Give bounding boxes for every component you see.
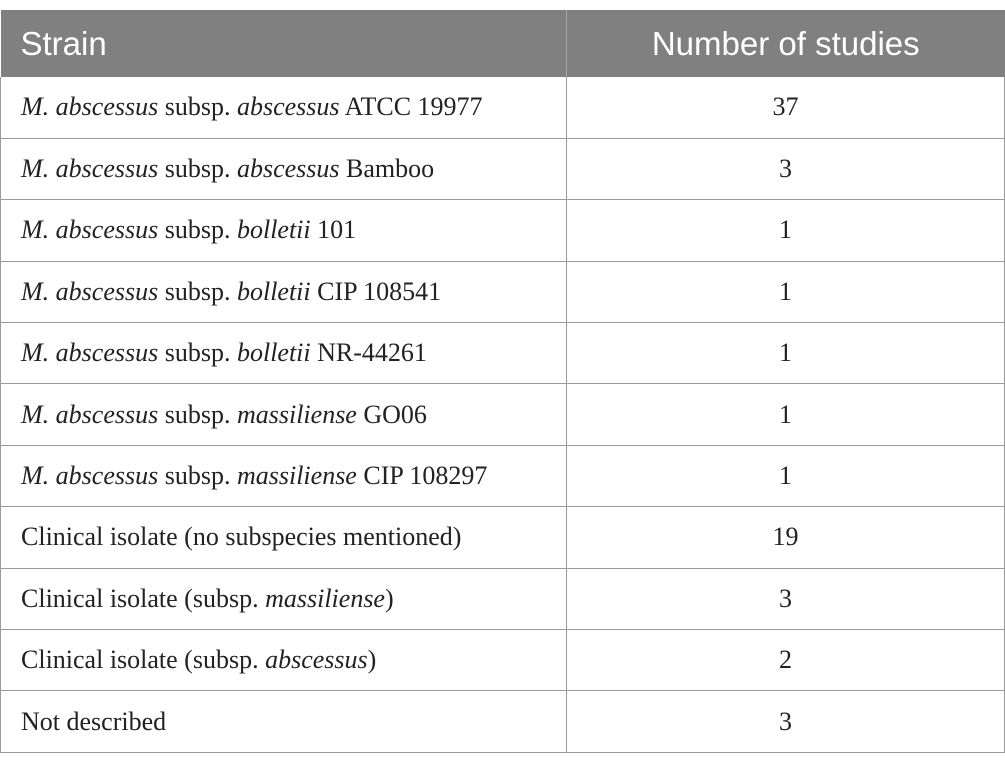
study-count-cell: 3 — [567, 691, 1005, 752]
strain-text-segment: CIP 108541 — [310, 276, 442, 306]
strain-cell — [1, 691, 567, 752]
strain-cell — [1, 507, 567, 568]
strain-cell — [1, 261, 567, 322]
strain-italic-segment: M. abscessus — [21, 215, 159, 245]
strain-italic-segment: bolletii — [236, 276, 311, 306]
strain-text-segment: Not described — [21, 706, 167, 736]
strain-text-segment: 101 — [310, 215, 357, 245]
strain-text-segment: subsp. — [158, 92, 237, 122]
strain-italic-segment: abscessus — [265, 645, 368, 675]
strain-text-segment: Bamboo — [339, 154, 435, 184]
table-row — [1, 445, 1005, 506]
strain-text-segment: CIP 108297 — [356, 461, 488, 491]
study-count-cell: 1 — [567, 323, 1005, 384]
strain-cell — [1, 630, 567, 691]
table-body — [1, 77, 1005, 752]
table-row — [1, 691, 1005, 752]
table-row — [1, 138, 1005, 199]
strain-text-segment: Clinical isolate (subsp. — [21, 583, 266, 613]
study-count-cell: 1 — [567, 445, 1005, 506]
study-count-cell: 3 — [567, 138, 1005, 199]
strain-text-segment: subsp. — [158, 154, 237, 184]
strain-cell — [1, 138, 567, 199]
table-row — [1, 507, 1005, 568]
table-row — [1, 568, 1005, 629]
study-count-cell: 37 — [567, 77, 1005, 138]
strain-cell — [1, 77, 567, 138]
strain-italic-segment: M. abscessus — [21, 276, 159, 306]
strain-text-segment: subsp. — [158, 461, 237, 491]
strain-text-segment: NR-44261 — [310, 338, 427, 368]
strain-italic-segment: M. abscessus — [21, 461, 159, 491]
strain-cell — [1, 200, 567, 261]
strain-text-segment: ) — [367, 645, 377, 675]
strain-italic-segment: massiliense — [236, 399, 357, 429]
strain-table-container — [0, 10, 1004, 753]
strain-italic-segment: bolletii — [236, 215, 311, 245]
strain-text-segment: subsp. — [158, 338, 237, 368]
strain-cell — [1, 323, 567, 384]
strain-cell — [1, 384, 567, 445]
strain-cell — [1, 445, 567, 506]
strain-italic-segment: abscessus — [236, 154, 340, 184]
table-row — [1, 200, 1005, 261]
study-count-cell: 1 — [567, 384, 1005, 445]
strain-cell — [1, 568, 567, 629]
strain-text-segment: subsp. — [158, 399, 237, 429]
strain-italic-segment: M. abscessus — [21, 338, 159, 368]
strain-table — [0, 10, 1005, 753]
strain-italic-segment: M. abscessus — [21, 154, 159, 184]
strain-italic-segment: M. abscessus — [21, 399, 159, 429]
strain-text-segment: ATCC 19977 — [339, 92, 483, 122]
strain-text-segment: subsp. — [158, 276, 237, 306]
strain-text-segment: Clinical isolate (no subspecies mentioned) — [21, 522, 462, 552]
strain-italic-segment: massiliense — [265, 583, 385, 613]
strain-text-segment: Clinical isolate (subsp. — [21, 645, 266, 675]
table-row — [1, 384, 1005, 445]
study-count-cell: 3 — [567, 568, 1005, 629]
table-row — [1, 77, 1005, 138]
strain-italic-segment: massiliense — [236, 461, 357, 491]
table-header — [1, 10, 1005, 77]
strain-italic-segment: bolletii — [236, 338, 311, 368]
table-row — [1, 323, 1005, 384]
table-row — [1, 261, 1005, 322]
strain-text-segment: GO06 — [356, 399, 427, 429]
strain-italic-segment: M. abscessus — [21, 92, 159, 122]
study-count-cell: 2 — [567, 630, 1005, 691]
study-count-cell: 19 — [567, 507, 1005, 568]
header-strain: Strain — [1, 10, 567, 77]
strain-text-segment: ) — [384, 583, 394, 613]
header-row — [1, 10, 1005, 77]
study-count-cell: 1 — [567, 261, 1005, 322]
study-count-cell: 1 — [567, 200, 1005, 261]
strain-text-segment: subsp. — [158, 215, 237, 245]
strain-italic-segment: abscessus — [236, 92, 340, 122]
table-row — [1, 630, 1005, 691]
header-number-of-studies: Number of studies — [651, 24, 920, 62]
